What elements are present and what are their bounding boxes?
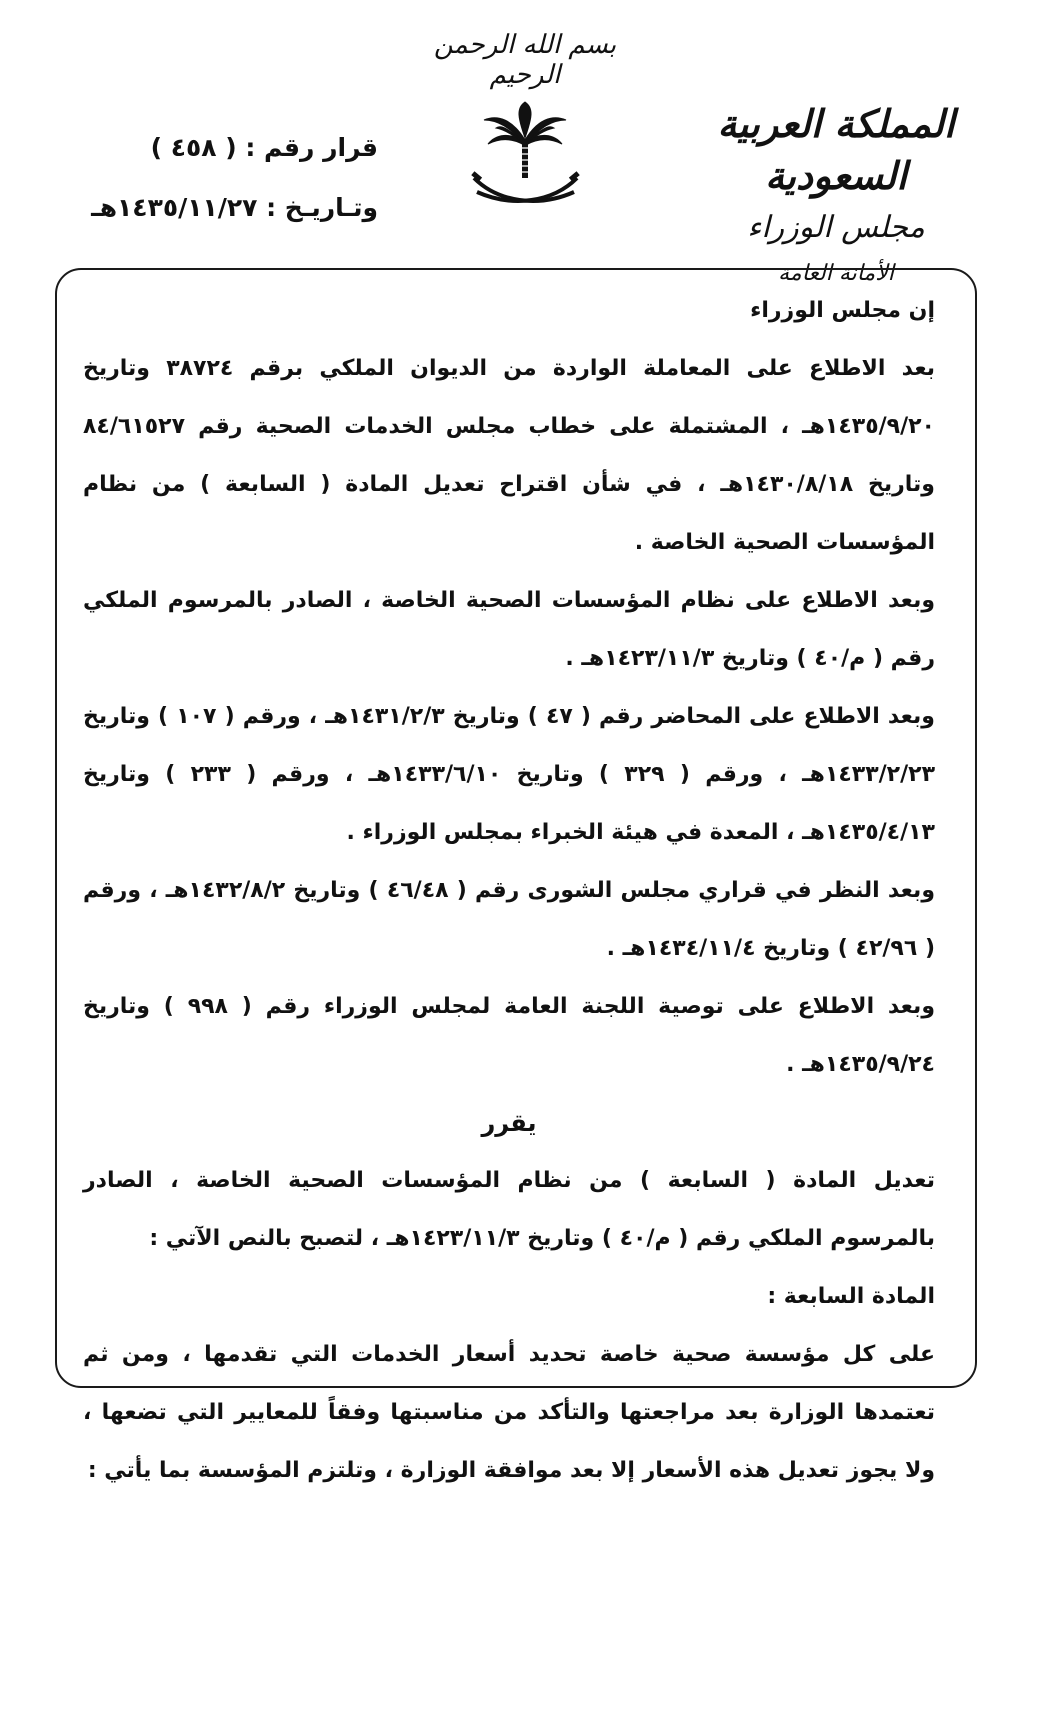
- decision-meta: [88, 118, 378, 238]
- palm-swords-emblem-icon: [468, 100, 583, 218]
- issuer-block: [666, 98, 1006, 294]
- secretariat-name: الأمانة العامة: [778, 261, 894, 286]
- paragraph-2: وبعد الاطلاع على نظام المؤسسات الصحية الخاصة ، الصادر بالمرسوم الملكي رقم ( م/٤٠ ) وتاريخ ١٤٢٣/١١/٣هـ .: [83, 588, 935, 671]
- paragraph-4: وبعد النظر في قراري مجلس الشورى رقم ( ٤٦/٤٨ ) وتاريخ ١٤٣٢/٨/٢هـ ، ورقم ( ٤٢/٩٦ ) وتاريخ ١٤٣٤/١١/٤هـ .: [83, 878, 935, 961]
- paragraph-3: وبعد الاطلاع على المحاضر رقم ( ٤٧ ) وتاريخ ١٤٣١/٢/٣هـ ، ورقم ( ١٠٧ ) وتاريخ ١٤٣٣/٢/٢٣هـ ، ورقم ( ٣٢٩ ) وتاريخ ١٤٣٣/٦/١٠هـ ، ورقم ( ٢٣٣ ) وتاريخ ١٤٣٥/٤/١٣هـ ، المعدة في هيئة الخبراء بمجلس الوزراء .: [83, 704, 936, 845]
- decision-date: وتـاريـخ : ١٤٣٥/١١/٢٧هـ: [91, 193, 378, 222]
- decision-number: قرار رقم : ( ٤٥٨ ): [150, 133, 378, 162]
- article-title: المادة السابعة :: [767, 1284, 935, 1309]
- council-name: مجلس الوزراء: [747, 210, 925, 245]
- paragraph-1: بعد الاطلاع على المعاملة الواردة من الديوان الملكي برقم ٣٨٧٢٤ وتاريخ ١٤٣٥/٩/٢٠هـ ، المشتملة على خطاب مجلس الخدمات الصحية رقم ٨٤/٦١٥٢٧ وتاريخ ١٤٣٠/٨/١٨هـ ، في شأن اقتراح تعديل المادة ( السابعة ) من نظام المؤسسات الصحية الخاصة .: [83, 356, 936, 555]
- article-text: على كل مؤسسة صحية خاصة تحديد أسعار الخدمات التي تقدمها ، ومن ثم تعتمدها الوزارة بعد مراجعتها والتأكد من مناسبتها وفقاً للمعايير التي تضعها ، ولا يجوز تعديل هذه الأسعار إلا بعد موافقة الوزارة ، وتلتزم المؤسسة بما يأتي :: [83, 1342, 935, 1483]
- decision-body-frame: [55, 268, 977, 1483]
- basmala: بسم الله الرحمن الرحيم: [433, 30, 617, 90]
- paragraph-5: وبعد الاطلاع على توصية اللجنة العامة لمجلس الوزراء رقم ( ٩٩٨ ) وتاريخ ١٤٣٥/٩/٢٤هـ .: [83, 994, 935, 1077]
- kingdom-name: المملكة العربية السعودية: [717, 101, 955, 198]
- opening-line: إن مجلس الوزراء: [750, 298, 935, 323]
- paragraph-6: تعديل المادة ( السابعة ) من نظام المؤسسات الصحية الخاصة ، الصادر بالمرسوم الملكي رقم ( م/٤٠ ) وتاريخ ١٤٢٣/١١/٣هـ ، لتصبح بالنص الآتي :: [83, 1168, 935, 1251]
- decision-body: [83, 282, 935, 1500]
- decides-heading: يقرر: [481, 1109, 537, 1137]
